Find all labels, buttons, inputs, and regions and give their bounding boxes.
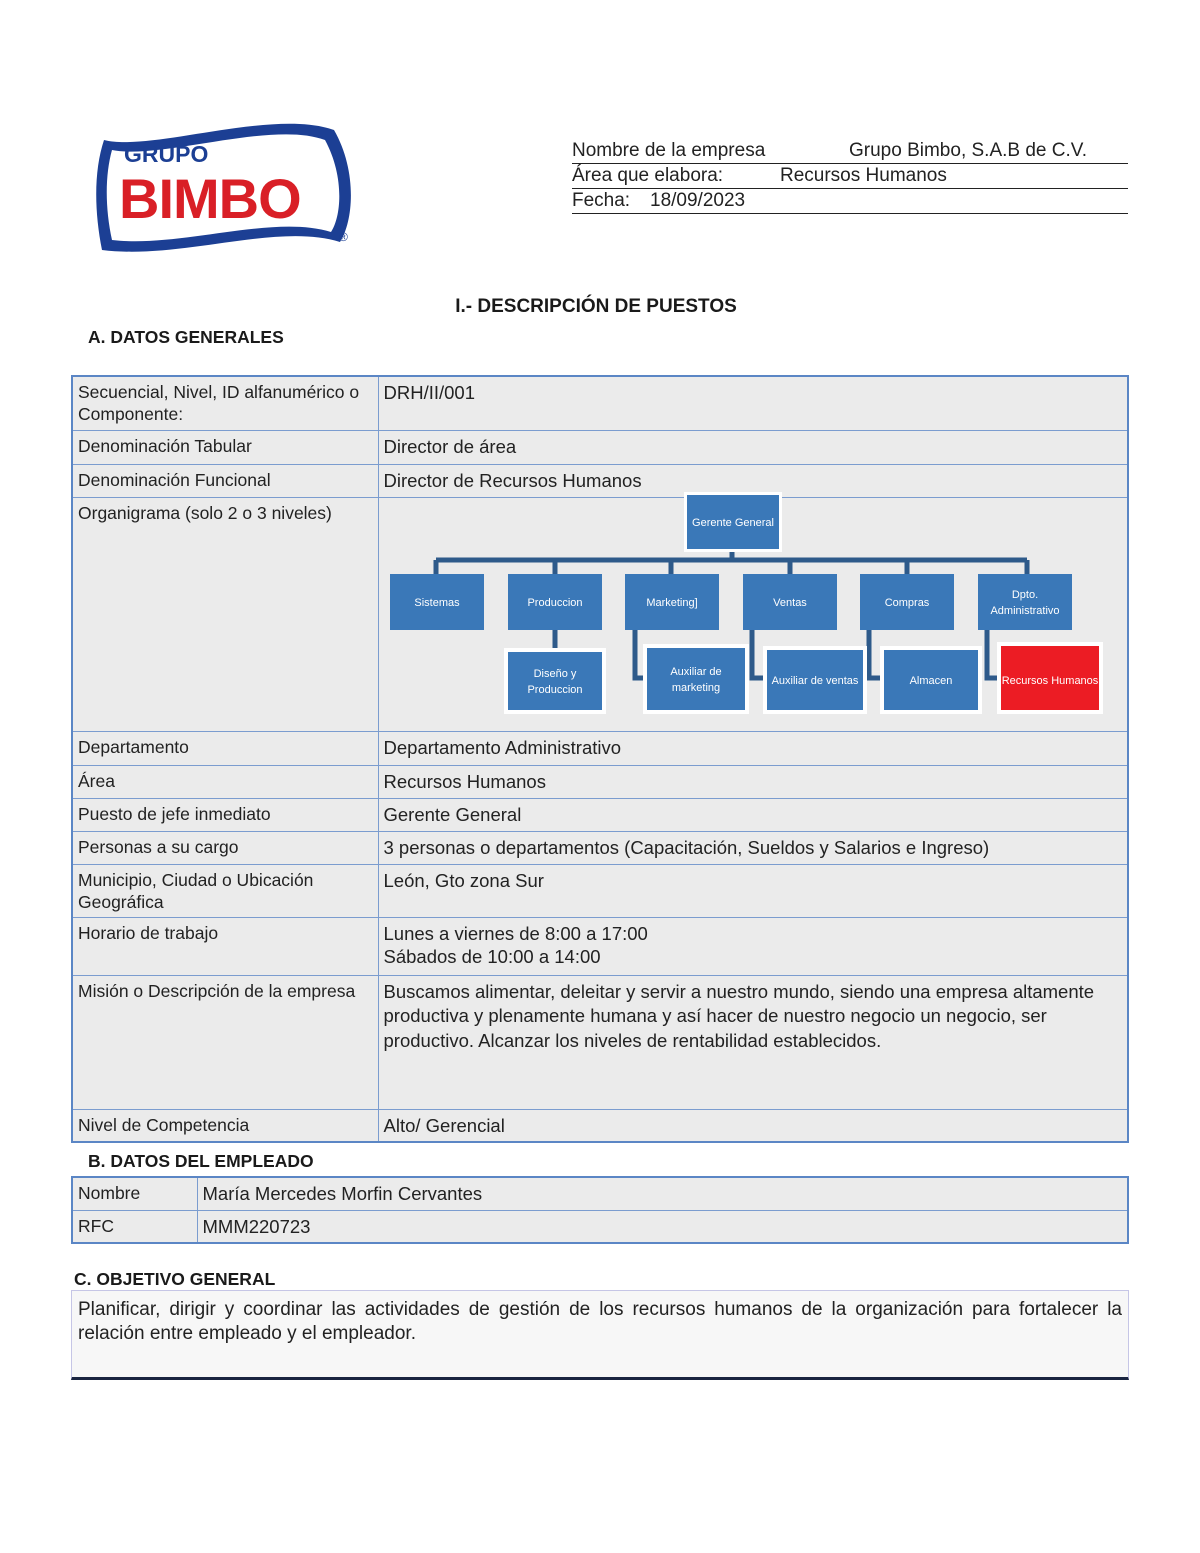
company-value: Grupo Bimbo, S.A.B de C.V. [849,140,1087,161]
area-value: Recursos Humanos [780,165,947,186]
row-label: RFC [72,1210,197,1243]
section-a-title: A. DATOS GENERALES [88,327,284,347]
row-label: Personas a su cargo [72,831,378,864]
table-row [72,831,1128,864]
row-value: 3 personas o departamentos (Capacitación, Sueldos y Salarios e Ingreso) [378,831,1128,864]
company-line [572,140,1128,165]
row-label: Organigrama (solo 2 o 3 niveles) [72,497,378,731]
table-row [72,1177,1128,1210]
row-value: MMM220723 [197,1210,1128,1243]
row-value: Director de área [378,430,1128,464]
registered-mark-icon: ® [339,230,348,244]
table-row [72,497,1128,731]
org-label-auxiliar-ventas: Auxiliar de ventas [771,674,858,687]
table-row [72,798,1128,831]
row-label: Nivel de Competencia [72,1109,378,1142]
date-line [572,190,1128,215]
table-row [72,731,1128,765]
org-box-diseno-produccion [508,652,602,710]
row-value [378,917,1128,975]
row-value: Gerente General [378,798,1128,831]
table-row [72,1210,1128,1243]
section-b-title: B. DATOS DEL EMPLEADO [88,1151,314,1171]
logo-text-grupo: GRUPO [124,141,209,167]
schedule-line-2: Sábados de 10:00 a 14:00 [383,945,601,967]
row-value: Buscamos alimentar, deleitar y servir a nuestro mundo, siendo una empresa altamente productiva y plenamente humana y así hacer de nuestro negocio un negocio, ser productivo. Alcanzar los niveles de rentabilidad establecidos. [378,975,1128,1109]
row-label: Denominación Tabular [72,430,378,464]
row-label: Denominación Funcional [72,464,378,497]
objective-text: Planificar, dirigir y coordinar las actividades de gestión de los recursos humanos de la organización para fortalecer la relación entre empleado y el empleador. [71,1290,1129,1380]
row-value: María Mercedes Morfin Cervantes [197,1177,1128,1210]
row-value: León, Gto zona Sur [378,864,1128,917]
org-label-compras: Compras [884,596,929,609]
company-label: Nombre de la empresa [572,140,766,161]
schedule-line-1: Lunes a viernes de 8:00 a 17:00 [383,922,648,944]
row-label: Misión o Descripción de la empresa [72,975,378,1109]
org-box-dpto-administrativo [978,574,1072,630]
date-label: Fecha: [572,190,631,211]
general-data-table [71,375,1129,1143]
org-label-administrativo: Administrativo [989,604,1060,617]
org-label-produccion-2: Produccion [526,683,583,696]
org-label-marketing-2: marketing [671,681,720,694]
table-row [72,917,1128,975]
row-label: Municipio, Ciudad o Ubicación Geográfica [72,864,378,917]
page-title-text: I.- DESCRIPCIÓN DE PUESTOS [455,296,737,317]
date-value: 18/09/2023 [650,190,746,211]
table-row [72,864,1128,917]
table-row [72,430,1128,464]
row-value: Director de Recursos Humanos [378,464,1128,497]
org-label-gerente-general: Gerente General [691,516,774,529]
table-row [72,975,1128,1109]
employee-data-table [71,1176,1129,1244]
section-c-title: C. OBJETIVO GENERAL [74,1269,276,1289]
row-label: Departamento [72,731,378,765]
row-value: Recursos Humanos [378,765,1128,798]
org-box-auxiliar-marketing [647,648,745,710]
row-label: Puesto de jefe inmediato [72,798,378,831]
area-line [572,165,1128,190]
org-label-almacen: Almacen [909,674,952,687]
org-label-ventas: Ventas [772,596,807,609]
row-label: Secuencial, Nivel, ID alfanumérico o Componente: [72,376,378,430]
row-label: Área [72,765,378,798]
row-value: DRH/II/001 [378,376,1128,430]
org-label-marketing: Marketing] [645,596,698,609]
table-row [72,1109,1128,1142]
org-label-produccion: Produccion [526,596,583,609]
row-label: Nombre [72,1177,197,1210]
row-value: Alto/ Gerencial [378,1109,1128,1142]
logo-text-bimbo: BIMBO [119,167,301,230]
org-label-sistemas: Sistemas [413,596,460,609]
org-label-diseno: Diseño y [533,667,576,680]
company-logo [72,100,377,270]
table-row [72,376,1128,430]
row-label: Horario de trabajo [72,917,378,975]
orgchart-cell [378,497,1128,731]
org-chart [379,484,1131,734]
org-label-recursos-humanos: Recursos Humanos [1001,674,1098,687]
row-value: Departamento Administrativo [378,731,1128,765]
header-info [572,140,1128,215]
page-title [0,296,1200,318]
table-row [72,765,1128,798]
org-label-dpto: Dpto. [1011,588,1038,601]
area-label: Área que elabora: [572,165,724,186]
org-label-auxiliar-de: Auxiliar de [669,665,722,678]
